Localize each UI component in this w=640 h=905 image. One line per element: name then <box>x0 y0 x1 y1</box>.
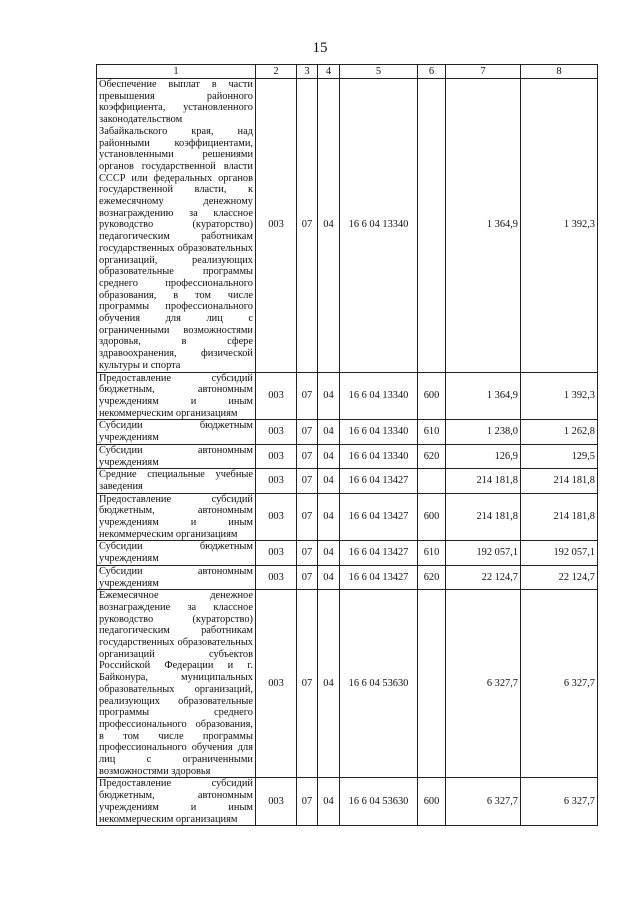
row-amount-year2: 1 392,3 <box>521 372 598 420</box>
row-target-article: 16 6 04 13340 <box>340 420 418 444</box>
row-amount-year1: 1 364,9 <box>446 372 521 420</box>
row-section: 07 <box>297 493 318 541</box>
row-amount-year2: 214 181,8 <box>521 493 598 541</box>
row-subsection: 04 <box>318 420 340 444</box>
row-target-article: 16 6 04 13427 <box>340 469 418 493</box>
row-subsection: 04 <box>318 565 340 589</box>
row-grbs: 003 <box>256 420 297 444</box>
row-target-article: 16 6 04 13427 <box>340 493 418 541</box>
row-target-article: 16 6 04 13340 <box>340 372 418 420</box>
table-row <box>97 469 598 493</box>
table-row <box>97 565 598 589</box>
row-target-article: 16 6 04 53630 <box>340 778 418 826</box>
table-row <box>97 778 598 826</box>
row-section: 07 <box>297 469 318 493</box>
table-row <box>97 420 598 444</box>
row-expense-type: 620 <box>418 444 446 468</box>
row-grbs: 003 <box>256 778 297 826</box>
header-cell: 2 <box>256 65 297 79</box>
header-cell: 6 <box>418 65 446 79</box>
row-name: Предоставление субсидий бюджетным, автономным учреждениям и иным некоммерческим организациям <box>97 493 256 541</box>
table-body <box>97 79 598 826</box>
row-grbs: 003 <box>256 372 297 420</box>
table-row <box>97 372 598 420</box>
header-cell: 7 <box>446 65 521 79</box>
table-row <box>97 79 598 373</box>
row-expense-type: 610 <box>418 541 446 565</box>
row-name: Субсидии автономным учреждениям <box>97 444 256 468</box>
header-cell: 1 <box>97 65 256 79</box>
header-cell: 3 <box>297 65 318 79</box>
row-name: Ежемесячное денежное вознаграждение за классное руководство (кураторство) педагогическим работникам государственных образовательных организаций субъектов Российской Федерации и г. Байконура, муниципальных образовательных организаций, реализующих образовательные программы среднего профессионального образования, в том числе программы профессионального обучения для лиц с ограниченными возможностями здоровья <box>97 590 256 778</box>
row-section: 07 <box>297 79 318 373</box>
row-subsection: 04 <box>318 590 340 778</box>
row-amount-year2: 129,5 <box>521 444 598 468</box>
row-subsection: 04 <box>318 778 340 826</box>
row-amount-year2: 214 181,8 <box>521 469 598 493</box>
row-section: 07 <box>297 541 318 565</box>
row-expense-type: 600 <box>418 372 446 420</box>
row-grbs: 003 <box>256 541 297 565</box>
row-expense-type <box>418 79 446 373</box>
row-section: 07 <box>297 372 318 420</box>
row-amount-year1: 1 238,0 <box>446 420 521 444</box>
row-amount-year1: 214 181,8 <box>446 469 521 493</box>
row-subsection: 04 <box>318 444 340 468</box>
header-cell: 8 <box>521 65 598 79</box>
row-amount-year1: 214 181,8 <box>446 493 521 541</box>
row-grbs: 003 <box>256 444 297 468</box>
table-row <box>97 541 598 565</box>
row-expense-type <box>418 590 446 778</box>
row-target-article: 16 6 04 13427 <box>340 541 418 565</box>
row-section: 07 <box>297 590 318 778</box>
header-cell: 4 <box>318 65 340 79</box>
row-amount-year2: 1 262,8 <box>521 420 598 444</box>
budget-table <box>96 64 598 826</box>
table-row <box>97 590 598 778</box>
row-amount-year1: 6 327,7 <box>446 590 521 778</box>
row-expense-type: 610 <box>418 420 446 444</box>
row-subsection: 04 <box>318 493 340 541</box>
table-header <box>97 65 598 79</box>
row-grbs: 003 <box>256 469 297 493</box>
row-name: Предоставление субсидий бюджетным, автономным учреждениям и иным некоммерческим организациям <box>97 372 256 420</box>
row-name: Субсидии бюджетным учреждениям <box>97 541 256 565</box>
row-target-article: 16 6 04 13340 <box>340 79 418 373</box>
table-row <box>97 493 598 541</box>
row-amount-year2: 22 124,7 <box>521 565 598 589</box>
row-grbs: 003 <box>256 79 297 373</box>
row-name: Предоставление субсидий бюджетным, автономным учреждениям и иным некоммерческим организациям <box>97 778 256 826</box>
row-expense-type <box>418 469 446 493</box>
header-row <box>97 65 598 79</box>
row-expense-type: 620 <box>418 565 446 589</box>
row-target-article: 16 6 04 13427 <box>340 565 418 589</box>
row-grbs: 003 <box>256 590 297 778</box>
row-amount-year1: 192 057,1 <box>446 541 521 565</box>
row-expense-type: 600 <box>418 493 446 541</box>
row-expense-type: 600 <box>418 778 446 826</box>
row-grbs: 003 <box>256 493 297 541</box>
row-target-article: 16 6 04 13340 <box>340 444 418 468</box>
row-amount-year2: 6 327,7 <box>521 778 598 826</box>
row-subsection: 04 <box>318 469 340 493</box>
row-section: 07 <box>297 565 318 589</box>
row-subsection: 04 <box>318 79 340 373</box>
row-amount-year2: 6 327,7 <box>521 590 598 778</box>
table-row <box>97 444 598 468</box>
row-amount-year1: 22 124,7 <box>446 565 521 589</box>
header-cell: 5 <box>340 65 418 79</box>
row-section: 07 <box>297 778 318 826</box>
row-amount-year1: 6 327,7 <box>446 778 521 826</box>
row-name: Субсидии бюджетным учреждениям <box>97 420 256 444</box>
row-name: Средние специальные учебные заведения <box>97 469 256 493</box>
row-subsection: 04 <box>318 372 340 420</box>
row-subsection: 04 <box>318 541 340 565</box>
row-grbs: 003 <box>256 565 297 589</box>
row-section: 07 <box>297 420 318 444</box>
row-name: Субсидии автономным учреждениям <box>97 565 256 589</box>
row-section: 07 <box>297 444 318 468</box>
row-amount-year1: 1 364,9 <box>446 79 521 373</box>
row-amount-year1: 126,9 <box>446 444 521 468</box>
row-target-article: 16 6 04 53630 <box>340 590 418 778</box>
page-number: 15 <box>312 40 328 56</box>
row-amount-year2: 1 392,3 <box>521 79 598 373</box>
row-name: Обеспечение выплат в части превышения районного коэффициента, установленного законодательством Забайкальского края, над районными коэффициентами, установленными решениями органов государственной власти СССР или федеральных органов государственной власти, к ежемесячному денежному вознаграждению за классное руководство (кураторство) педагогическим работникам государственных образовательных организаций, реализующих образовательные программы среднего профессионального образования, в том числе программы профессионального обучения для лиц с ограниченными возможностями здоровья, в сфере здравоохранения, физической культуры и спорта <box>97 79 256 373</box>
row-amount-year2: 192 057,1 <box>521 541 598 565</box>
